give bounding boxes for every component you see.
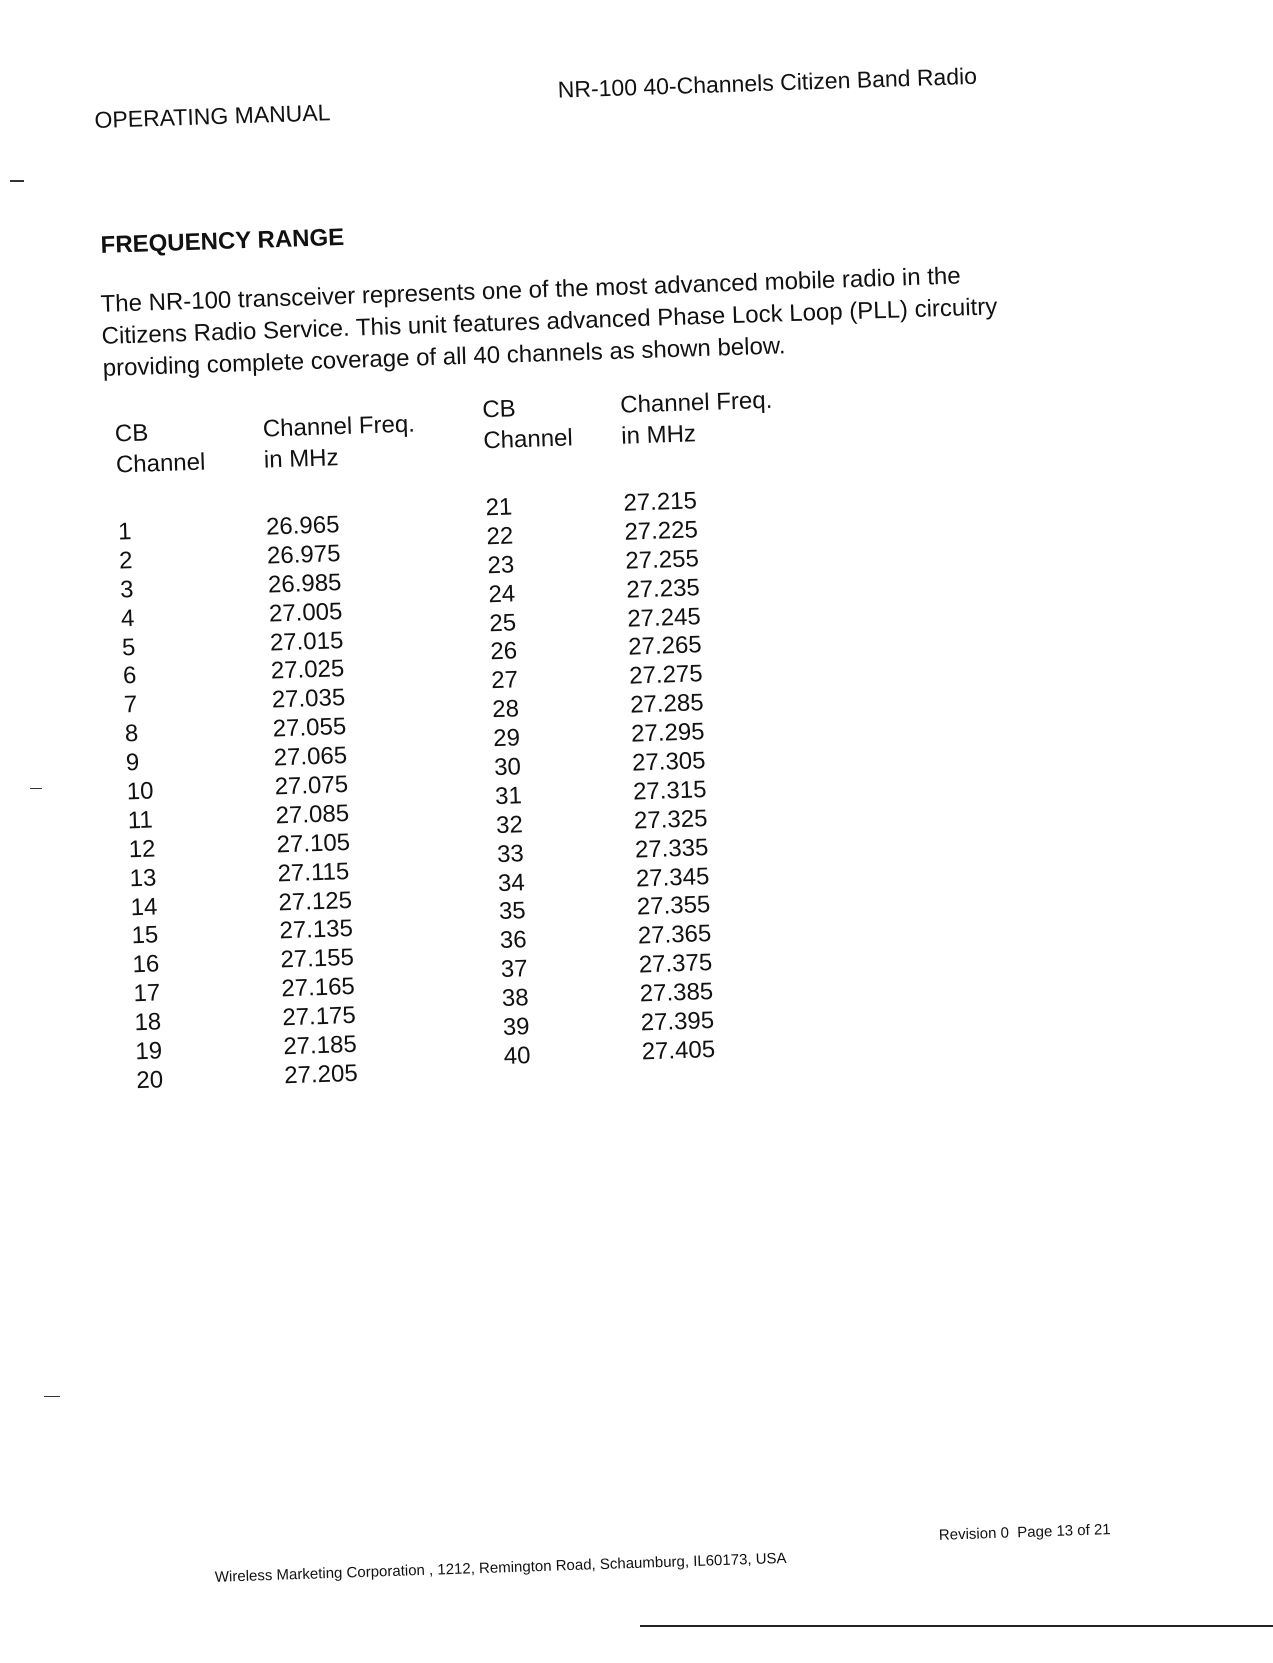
- frequency-list: [623, 485, 794, 1068]
- frequency-list: [266, 509, 437, 1092]
- table-cell: 27.075: [274, 771, 349, 801]
- table-cell: 26: [489, 637, 518, 666]
- revision-page-info: [939, 1521, 1111, 1544]
- table-cell: 27.015: [269, 626, 344, 657]
- table-cell: 19: [134, 1037, 163, 1066]
- table-cell: 9: [125, 749, 140, 777]
- table-cell: 16: [132, 950, 160, 979]
- scan-mark: [44, 1396, 60, 1397]
- channel-list: [485, 491, 594, 1071]
- table-cell: 14: [130, 892, 158, 921]
- table-cell: 27.215: [623, 487, 698, 517]
- table-cell: 27.395: [640, 1007, 715, 1037]
- table-cell: 24: [488, 580, 516, 608]
- table-cell: 12: [128, 835, 156, 864]
- table-cell: 27.165: [280, 973, 356, 1003]
- footer-address: Wireless Marketing Corporation , 1212, Remington Road, Schaumburg, IL60173, USA: [214, 1549, 787, 1586]
- table-cell: 7: [123, 691, 138, 719]
- table-cell: 40: [503, 1042, 531, 1070]
- document-type-label: OPERATING MANUAL: [94, 99, 331, 134]
- table-cell: 17: [133, 979, 161, 1008]
- table-cell: 27.205: [283, 1059, 359, 1090]
- channel-list: [118, 516, 227, 1096]
- table-cell: 27.135: [279, 915, 354, 945]
- channel-column-right: [482, 391, 594, 1071]
- table-cell: 4: [120, 604, 135, 633]
- table-cell: 26.985: [267, 568, 342, 599]
- frequency-column-right: [620, 385, 794, 1067]
- table-cell: 10: [126, 777, 154, 806]
- table-cell: 27.305: [631, 747, 706, 777]
- table-cell: 3: [119, 575, 134, 604]
- table-cell: 27.385: [639, 978, 714, 1008]
- table-cell: 27.025: [270, 655, 345, 685]
- frequency-header: Channel Freq. in MHz: [619, 386, 773, 450]
- table-cell: 18: [134, 1008, 162, 1037]
- table-cell: 36: [499, 926, 528, 955]
- table-cell: 27.365: [637, 920, 712, 950]
- table-cell: 32: [495, 811, 524, 839]
- table-cell: 27: [490, 666, 519, 695]
- table-cell: 38: [501, 984, 529, 1013]
- table-cell: 2: [118, 546, 133, 575]
- product-title: NR-100 40-Channels Citizen Band Radio: [557, 62, 978, 103]
- table-cell: 27.265: [627, 631, 703, 662]
- table-cell: 27.315: [632, 776, 707, 806]
- frequency-column-left: [262, 409, 436, 1091]
- table-cell: 27.185: [282, 1030, 358, 1061]
- table-cell: 11: [127, 806, 154, 835]
- table-cell: 29: [492, 724, 521, 753]
- table-cell: 27.295: [630, 718, 705, 748]
- table-cell: 8: [124, 720, 139, 748]
- table-cell: 28: [491, 695, 520, 724]
- table-cell: 27.235: [625, 573, 701, 604]
- table-cell: 35: [498, 897, 527, 926]
- table-cell: 21: [485, 493, 513, 522]
- table-cell: 27.405: [641, 1035, 716, 1066]
- revision-label: Revision 0: [938, 1524, 1010, 1544]
- table-cell: 27.355: [636, 891, 711, 921]
- table-cell: 5: [121, 633, 136, 661]
- table-cell: 27.055: [272, 713, 347, 743]
- table-cell: 26.975: [266, 540, 341, 570]
- scan-edge-line: [640, 1625, 1273, 1627]
- table-cell: 27.285: [629, 689, 705, 719]
- table-cell: 26.965: [265, 511, 340, 541]
- table-cell: 33: [496, 839, 525, 868]
- table-cell: 31: [494, 782, 523, 811]
- table-cell: 27.275: [628, 660, 704, 690]
- table-cell: 34: [497, 868, 526, 897]
- table-cell: 25: [488, 608, 517, 637]
- table-cell: 23: [487, 551, 515, 580]
- table-cell: 13: [129, 864, 157, 892]
- table-cell: 27.375: [638, 949, 713, 979]
- section-title: FREQUENCY RANGE: [100, 223, 345, 259]
- scan-mark: [10, 180, 24, 182]
- intro-paragraph: The NR-100 transceiver represents one of the most advanced mobile radio in the Citizens Radio Service. This unit features advanced Phase Lock Loop (PLL) circuitry providing complete coverage of all 40 channels as shown below.: [100, 262, 998, 382]
- channel-column-left: [114, 416, 226, 1096]
- table-cell: 27.085: [275, 799, 350, 830]
- table-cell: 27.175: [281, 1002, 357, 1032]
- table-cell: 37: [500, 955, 529, 984]
- table-cell: 20: [135, 1066, 164, 1095]
- table-cell: 27.345: [635, 862, 710, 893]
- table-cell: 22: [486, 522, 514, 551]
- table-cell: 27.105: [276, 828, 351, 859]
- page-number: Page 13 of 21: [1016, 1521, 1111, 1542]
- table-cell: 6: [122, 662, 137, 690]
- table-cell: 39: [502, 1013, 530, 1042]
- table-cell: 15: [131, 921, 159, 950]
- table-cell: 27.335: [634, 833, 709, 864]
- table-cell: 27.125: [278, 886, 353, 916]
- table-cell: 27.245: [626, 602, 702, 633]
- table-cell: 30: [493, 753, 522, 782]
- table-cell: 27.225: [624, 516, 699, 546]
- table-cell: 27.005: [268, 597, 343, 628]
- frequency-header: Channel Freq. in MHz: [262, 410, 416, 474]
- scan-mark: [30, 788, 42, 789]
- table-cell: 27.115: [277, 857, 350, 888]
- channel-header: CB Channel: [481, 395, 574, 455]
- table-cell: 27.065: [273, 742, 348, 772]
- table-cell: 1: [117, 518, 132, 546]
- table-cell: 27.255: [624, 545, 700, 575]
- table-cell: 27.035: [271, 684, 346, 714]
- table-cell: 27.155: [280, 944, 355, 974]
- channel-header: CB Channel: [114, 419, 206, 479]
- table-cell: 27.325: [633, 804, 708, 835]
